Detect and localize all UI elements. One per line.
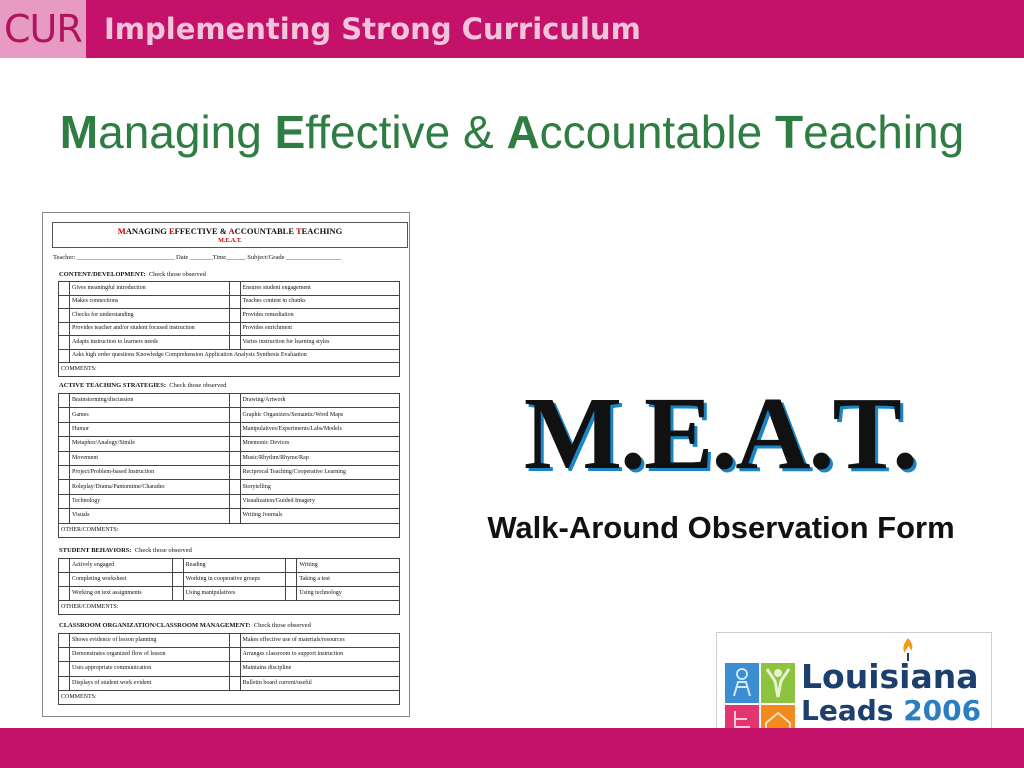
section-title: CONTENT/DEVELOPMENT: xyxy=(59,271,146,278)
checkbox[interactable] xyxy=(59,465,70,479)
table-row xyxy=(59,322,400,336)
table-row xyxy=(59,336,400,350)
table-cell: Drawing/Artwork xyxy=(240,394,400,408)
checkbox[interactable] xyxy=(229,295,240,309)
table-row xyxy=(59,465,400,479)
table-cell: Uses appropriate communication xyxy=(70,662,230,676)
table-cell: Project/Problem-based Instruction xyxy=(70,465,230,479)
comments-row xyxy=(59,363,400,377)
table-row xyxy=(59,559,400,573)
student-behaviors-table xyxy=(58,558,400,615)
form-title xyxy=(53,225,407,237)
section-heading-classroom xyxy=(59,622,311,630)
section-heading-student xyxy=(59,547,192,555)
table-cell: Provides remediation xyxy=(240,309,400,323)
table-cell: Ensures student engagement xyxy=(240,282,400,296)
meat-heading: M.E.A.T. xyxy=(523,376,917,491)
comments-label: COMMENTS: xyxy=(59,690,400,704)
header-bar xyxy=(0,0,1024,58)
checkbox[interactable] xyxy=(229,480,240,494)
checkbox[interactable] xyxy=(229,662,240,676)
table-cell: Demonstrates organized flow of lesson xyxy=(70,648,230,662)
table-cell: Asks high order questions Knowledge Comprehension Application Analysis Synthesis Evaluation xyxy=(70,349,400,363)
checkbox[interactable] xyxy=(59,349,70,363)
logo-leads-text: Leads xyxy=(801,694,894,727)
checkbox[interactable] xyxy=(59,509,70,523)
table-cell: Arranges classroom to support instruction xyxy=(240,648,400,662)
title-initial-e: E xyxy=(274,106,306,158)
checkbox[interactable] xyxy=(229,634,240,648)
logo-word-leads xyxy=(801,695,981,727)
table-row xyxy=(59,480,400,494)
checkbox[interactable] xyxy=(172,559,183,573)
section-note: Check those observed xyxy=(169,382,227,389)
section-heading-content xyxy=(59,271,206,279)
table-cell: Metaphor/Analogy/Simile xyxy=(70,437,230,451)
section-note: Check those observed xyxy=(253,622,311,629)
section-title: ACTIVE TEACHING STRATEGIES: xyxy=(59,382,167,389)
cur-logo xyxy=(0,0,86,58)
table-cell: Reciprocal Teaching/Cooperative Learning xyxy=(240,465,400,479)
checkbox[interactable] xyxy=(59,587,70,601)
comments-label: OTHER/COMMENTS: xyxy=(59,523,400,537)
checkbox[interactable] xyxy=(229,336,240,350)
form-title-initial-a: A xyxy=(228,226,235,236)
table-cell: Teaches content in chunks xyxy=(240,295,400,309)
table-cell: Gives meaningful introduction xyxy=(70,282,230,296)
checkbox[interactable] xyxy=(229,437,240,451)
table-row xyxy=(59,494,400,508)
checkbox[interactable] xyxy=(229,408,240,422)
table-cell: Shows evidence of lesson planning xyxy=(70,634,230,648)
logo-tile-green xyxy=(761,663,795,703)
comments-row xyxy=(59,523,400,537)
table-cell: Visualization/Guided Imagery xyxy=(240,494,400,508)
checkbox[interactable] xyxy=(59,559,70,573)
checkbox[interactable] xyxy=(229,394,240,408)
table-row xyxy=(59,295,400,309)
title-initial-m: M xyxy=(59,106,99,158)
title-part-a: ccountable xyxy=(539,106,775,158)
checkbox[interactable] xyxy=(229,451,240,465)
table-cell: Displays of student work evident xyxy=(70,676,230,690)
table-row xyxy=(59,408,400,422)
teacher-info-line: Teacher: ______________________________ Date _______Time______ Subject/Grade _________________ xyxy=(53,254,342,261)
table-cell: Maintains discipline xyxy=(240,662,400,676)
form-title-initial-m: M xyxy=(117,226,126,236)
content-table xyxy=(58,281,400,377)
section-note: Check those observed xyxy=(134,547,192,554)
title-part-t: eaching xyxy=(803,106,965,158)
table-row xyxy=(59,394,400,408)
table-row xyxy=(59,662,400,676)
page-title xyxy=(0,104,1024,160)
table-cell: Manipulatives/Experiments/Labs/Models xyxy=(240,422,400,436)
form-title-part: FFECTIVE & xyxy=(174,226,229,236)
cur-logo-text: CUR xyxy=(4,7,82,51)
table-row xyxy=(59,587,400,601)
form-subtitle: M.E.A.T. xyxy=(218,238,242,244)
table-cell: Varies instruction for learning styles xyxy=(240,336,400,350)
header-title: Implementing Strong Curriculum xyxy=(104,12,641,46)
checkbox[interactable] xyxy=(59,336,70,350)
title-initial-a: A xyxy=(506,106,540,158)
table-cell: Makes effective use of materials/resources xyxy=(240,634,400,648)
checkbox[interactable] xyxy=(59,676,70,690)
checkbox[interactable] xyxy=(229,309,240,323)
title-initial-t: T xyxy=(774,106,804,158)
checkbox[interactable] xyxy=(59,573,70,587)
table-cell: Taking a test xyxy=(297,573,400,587)
table-cell: Bulletin board current/useful xyxy=(240,676,400,690)
table-cell: Visuals xyxy=(70,509,230,523)
checkbox[interactable] xyxy=(59,494,70,508)
checkbox[interactable] xyxy=(229,282,240,296)
checkbox[interactable] xyxy=(229,465,240,479)
table-cell: Mnemonic Devices xyxy=(240,437,400,451)
comments-label: OTHER/COMMENTS: xyxy=(59,601,400,615)
form-title-part: EACHING xyxy=(301,226,343,236)
table-cell: Humor xyxy=(70,422,230,436)
checkbox[interactable] xyxy=(59,422,70,436)
table-row xyxy=(59,349,400,363)
checkbox[interactable] xyxy=(172,573,183,587)
table-row xyxy=(59,309,400,323)
table-cell: Writing Journals xyxy=(240,509,400,523)
form-title-initial-e: E xyxy=(168,226,175,236)
table-cell: Provides enrichment xyxy=(240,322,400,336)
checkbox[interactable] xyxy=(172,587,183,601)
table-row xyxy=(59,648,400,662)
form-subtitle-heading: Walk-Around Observation Form xyxy=(487,510,955,545)
table-cell: Completing worksheet xyxy=(70,573,173,587)
checkbox[interactable] xyxy=(59,282,70,296)
form-title-initial-t: T xyxy=(295,226,302,236)
checkbox[interactable] xyxy=(229,509,240,523)
comments-row xyxy=(59,601,400,615)
checkbox[interactable] xyxy=(59,394,70,408)
table-row xyxy=(59,509,400,523)
table-cell: Working on text assignments xyxy=(70,587,173,601)
checkbox[interactable] xyxy=(229,422,240,436)
form-title-box xyxy=(52,222,408,248)
footer-bar xyxy=(0,728,1024,768)
observation-form-image xyxy=(42,212,410,717)
table-cell: Actively engaged xyxy=(70,559,173,573)
table-cell: Movement xyxy=(70,451,230,465)
table-cell: Using technology xyxy=(297,587,400,601)
title-part-m: anaging xyxy=(98,106,275,158)
checkbox[interactable] xyxy=(286,573,297,587)
table-cell: Makes connections xyxy=(70,295,230,309)
checkbox[interactable] xyxy=(59,451,70,465)
child-figure-icon xyxy=(725,663,759,703)
table-row xyxy=(59,451,400,465)
section-title: CLASSROOM ORGANIZATION/CLASSROOM MANAGEMENT: xyxy=(59,622,251,629)
table-cell: Roleplay/Drama/Pantomime/Charades xyxy=(70,480,230,494)
comments-row xyxy=(59,690,400,704)
checkbox[interactable] xyxy=(286,587,297,601)
checkbox[interactable] xyxy=(59,648,70,662)
table-cell: Using manipulatives xyxy=(183,587,286,601)
table-cell: Technology xyxy=(70,494,230,508)
checkbox[interactable] xyxy=(59,309,70,323)
table-cell: Brainstorming/discussion xyxy=(70,394,230,408)
form-title-part: ANAGING xyxy=(125,226,169,236)
section-note: Check those observed xyxy=(148,271,206,278)
checkbox[interactable] xyxy=(59,480,70,494)
comments-label: COMMENTS: xyxy=(59,363,400,377)
checkbox[interactable] xyxy=(59,295,70,309)
checkbox[interactable] xyxy=(229,648,240,662)
table-cell: Working in cooperative groups xyxy=(183,573,286,587)
checkbox[interactable] xyxy=(59,437,70,451)
section-heading-active xyxy=(59,382,226,390)
checkbox[interactable] xyxy=(229,494,240,508)
table-cell: Reading xyxy=(183,559,286,573)
table-row xyxy=(59,573,400,587)
table-cell: Storytelling xyxy=(240,480,400,494)
logo-word-louisiana: Louisiana xyxy=(801,657,979,696)
table-row xyxy=(59,422,400,436)
active-strategies-table xyxy=(58,393,400,538)
table-cell: Provides teacher and/or student focused instruction xyxy=(70,322,230,336)
checkbox[interactable] xyxy=(59,662,70,676)
table-cell: Adapts instruction to learners needs xyxy=(70,336,230,350)
table-row xyxy=(59,282,400,296)
table-cell: Writing xyxy=(297,559,400,573)
checkbox[interactable] xyxy=(229,322,240,336)
table-row xyxy=(59,676,400,690)
classroom-management-table xyxy=(58,633,400,705)
logo-tile-blue xyxy=(725,663,759,703)
section-title: STUDENT BEHAVIORS: xyxy=(59,547,132,554)
checkbox[interactable] xyxy=(59,322,70,336)
checkbox[interactable] xyxy=(286,559,297,573)
logo-year-text: 2006 xyxy=(903,694,982,727)
cheering-figure-icon xyxy=(761,663,795,703)
table-row xyxy=(59,437,400,451)
checkbox[interactable] xyxy=(59,408,70,422)
table-cell: Graphic Organizers/Semantic/Word Maps xyxy=(240,408,400,422)
table-cell: Checks for understanding xyxy=(70,309,230,323)
checkbox[interactable] xyxy=(229,676,240,690)
checkbox[interactable] xyxy=(59,634,70,648)
table-cell: Games xyxy=(70,408,230,422)
table-row xyxy=(59,634,400,648)
table-cell: Music/Rhythm/Rhyme/Rap xyxy=(240,451,400,465)
title-part-e: ffective & xyxy=(305,106,507,158)
form-title-part: CCOUNTABLE xyxy=(234,226,296,236)
